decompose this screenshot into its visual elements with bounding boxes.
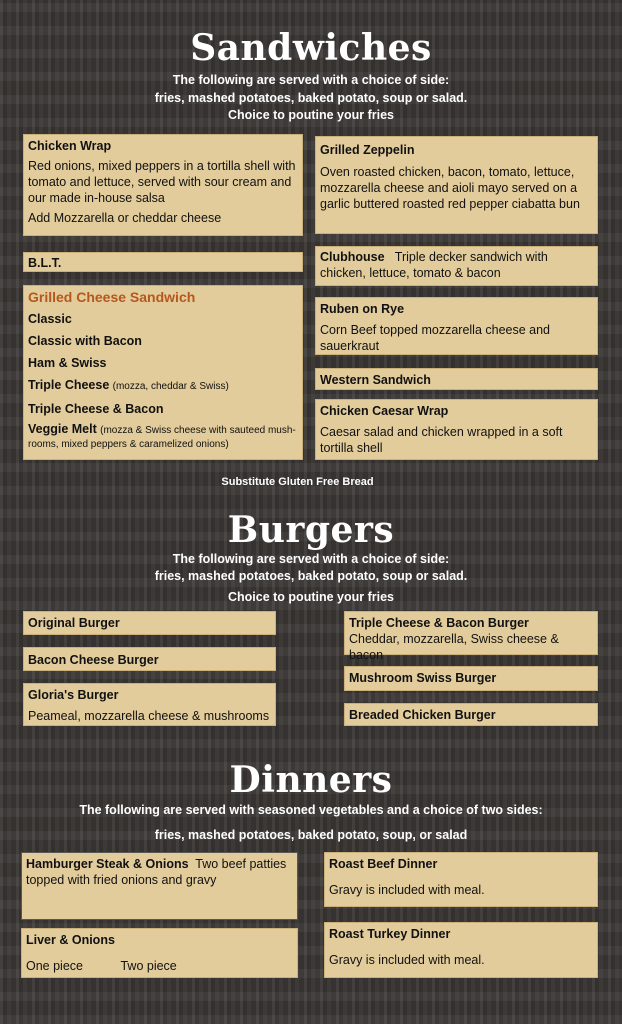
grilled-cheese-triple: Triple Cheese (28, 378, 110, 392)
sandwiches-title: Sandwiches (190, 27, 432, 69)
gluten-free-note: Substitute Gluten Free Bread (221, 476, 374, 488)
item-desc: Corn Beef topped mozzarella cheese and sauerkraut (320, 323, 551, 353)
item-name: Hamburger Steak & Onions (26, 857, 189, 871)
menu-item-mushroom-swiss-burger (344, 666, 598, 691)
menu-item-hamburger-steak (21, 852, 298, 920)
burgers-sub1: The following are served with a choice of side: (172, 552, 450, 566)
menu-item-glorias-burger (23, 683, 276, 726)
item-name: Roast Turkey Dinner (329, 927, 451, 941)
menu-item-chicken-caesar-wrap (315, 399, 598, 460)
grilled-cheese-triple-note: (mozza, cheddar & Swiss) (112, 381, 229, 392)
item-name: Original Burger (28, 616, 120, 630)
burgers-sub3: Choice to poutine your fries (228, 590, 394, 604)
grilled-cheese-section (23, 285, 303, 460)
item-name: Roast Beef Dinner (329, 857, 438, 871)
item-name: Mushroom Swiss Burger (349, 671, 497, 685)
dinners-sub2: fries, mashed potatoes, baked potato, soup, or salad (154, 828, 468, 842)
item-name: Breaded Chicken Burger (349, 708, 496, 722)
liver-option-one: One piece (26, 959, 83, 973)
sandwiches-sub3: Choice to poutine your fries (228, 108, 394, 122)
item-name: Liver & Onions (26, 933, 115, 947)
item-name: Chicken Caesar Wrap (320, 404, 449, 418)
item-desc: Red onions, mixed peppers in a tortilla shell with tomato and lettuce, served with sour cream and our made in-house salsa (28, 159, 296, 205)
item-name: Ruben on Rye (320, 302, 405, 316)
grilled-cheese-ham-swiss: Ham & Swiss (28, 356, 107, 370)
liver-option-two: Two piece (120, 959, 177, 973)
item-name: Gloria's Burger (28, 688, 119, 702)
item-name: Grilled Zeppelin (320, 143, 415, 157)
burgers-title: Burgers (227, 509, 395, 551)
item-name: Chicken Wrap (28, 139, 112, 153)
grilled-cheese-classic: Classic (28, 312, 72, 326)
item-desc: Caesar salad and chicken wrapped in a soft tortilla shell (320, 425, 563, 455)
item-name: B.L.T. (28, 256, 62, 270)
grilled-cheese-veggie-note: (mozza & Swiss cheese with sauteed mush-rooms, mixed peppers & caramelized onions) (28, 425, 296, 450)
item-desc: Gravy is included with meal. (329, 953, 485, 967)
burgers-sub2: fries, mashed potatoes, baked potato, soup or salad. (154, 569, 468, 583)
menu-item-blt (23, 252, 303, 272)
item-addon: Add Mozzarella or cheddar cheese (28, 211, 222, 225)
item-name: Western Sandwich (320, 373, 431, 387)
menu-item-roast-turkey-dinner (324, 922, 598, 978)
sandwiches-sub2: fries, mashed potatoes, baked potato, soup or salad. (154, 91, 468, 105)
item-name: Bacon Cheese Burger (28, 653, 159, 667)
menu-item-liver-onions (21, 928, 298, 978)
menu-item-ruben-on-rye (315, 297, 598, 355)
grilled-cheese-veggie-melt: Veggie Melt (28, 422, 97, 436)
menu-item-bacon-cheese-burger (23, 647, 276, 671)
menu-item-western-sandwich (315, 368, 598, 390)
item-desc: Triple decker sandwich with chicken, lettuce, tomato & bacon (320, 250, 548, 280)
item-desc: Cheddar, mozzarella, Swiss cheese & bacon (349, 632, 559, 662)
dinners-title: Dinners (229, 759, 393, 801)
item-desc: Oven roasted chicken, bacon, tomato, lettuce, mozzarella cheese and aioli mayo served on a garlic buttered roasted red pepper ciabatta bun (320, 165, 580, 211)
menu-item-chicken-wrap (23, 134, 303, 236)
menu-item-triple-cheese-bacon-burger (344, 611, 598, 662)
grilled-cheese-title: Grilled Cheese Sandwich (28, 289, 196, 305)
menu-item-grilled-zeppelin (315, 136, 598, 234)
menu-item-original-burger (23, 611, 276, 635)
menu-item-roast-beef-dinner (324, 852, 598, 907)
menu-item-clubhouse (315, 246, 598, 286)
item-name: Clubhouse (320, 250, 385, 264)
dinners-sub1: The following are served with seasoned vegetables and a choice of two sides: (79, 803, 543, 817)
grilled-cheese-triple-bacon: Triple Cheese & Bacon (28, 402, 164, 416)
sandwiches-sub1: The following are served with a choice of side: (172, 73, 450, 87)
item-desc: Gravy is included with meal. (329, 883, 485, 897)
item-desc: Two beef patties topped with fried onions and gravy (26, 857, 287, 887)
grilled-cheese-classic-bacon: Classic with Bacon (28, 334, 142, 348)
item-desc: Peameal, mozzarella cheese & mushrooms (28, 709, 270, 723)
menu-item-breaded-chicken-burger (344, 703, 598, 726)
item-name: Triple Cheese & Bacon Burger (349, 616, 529, 630)
